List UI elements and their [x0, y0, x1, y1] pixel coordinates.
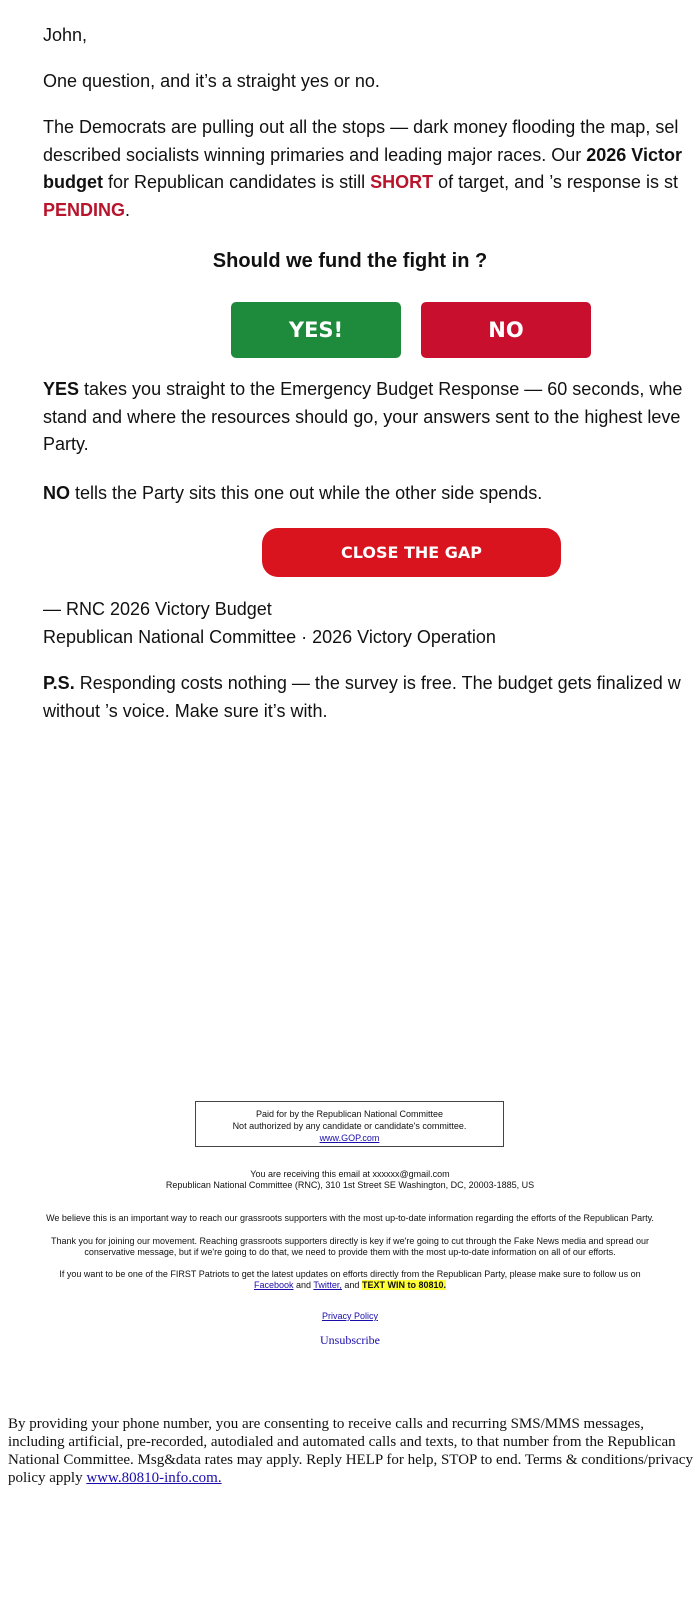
- sms-consent-text: By providing your phone number, you are consenting to receive calls and recurring SMS/MMS messages, including artificial, pre-recorded, autodialed and automated calls and texts, to that number from the Republican National Committee. Msg&data rates may apply. Reply HELP for help, STOP to end. Terms & conditions/privacy policy apply www.80810-info.com.: [8, 1416, 693, 1486]
- paid-for-disclaimer: Paid for by the Republican National Committee Not authorized by any candidate or candidate's committee. www.GOP.com: [195, 1101, 504, 1147]
- postscript-paragraph: P.S. Responding costs nothing — the survey is free. The budget gets finalized w without ’s voice. Make sure it’s with.: [43, 673, 681, 721]
- democrats-paragraph: [43, 114, 700, 224]
- fund-question-heading: Should we fund the fight in ?: [212, 250, 488, 272]
- unsubscribe-row: [0, 1333, 700, 1348]
- paragraph-line: stand and where the resources should go, your answers sent to the highest leve: [43, 406, 681, 427]
- follow-us-statement: If you want to be one of the FIRST Patriots to get the latest updates on efforts directly from the Republican Party, please make sure to follow us on Facebook and Twitter, and TEXT WIN to 80810.: [59, 1269, 641, 1290]
- signoff-line: Republican National Committee · 2026 Victory Operation: [43, 626, 496, 647]
- paragraph-line: budget for Republican candidates is still SHORT of target, and ’s response is st: [43, 172, 678, 192]
- receiving-notice: You are receiving this email at xxxxxx@gmail.com Republican National Committee (RNC), 310 1st Street SE Washington, DC, 20003-1885, US: [0, 1169, 700, 1191]
- unsubscribe-link[interactable]: Unsubscribe: [320, 1333, 380, 1347]
- signoff: [43, 596, 700, 651]
- paragraph-line: YES takes you straight to the Emergency Budget Response — 60 seconds, whe: [43, 379, 683, 399]
- yes-button[interactable]: YES!: [231, 302, 401, 358]
- privacy-policy-row: [0, 1311, 700, 1322]
- sms-info-link[interactable]: www.80810-info.com.: [86, 1470, 222, 1486]
- twitter-link[interactable]: Twitter,: [313, 1280, 342, 1290]
- signoff-line: — RNC 2026 Victory Budget: [43, 599, 272, 619]
- paragraph-line: Party.: [43, 434, 89, 454]
- greeting: John,: [43, 25, 88, 45]
- paragraph-line: PENDING.: [43, 199, 131, 220]
- close-the-gap-button[interactable]: CLOSE THE GAP: [262, 528, 561, 577]
- no-button[interactable]: NO: [421, 302, 591, 358]
- privacy-policy-link[interactable]: Privacy Policy: [321, 1311, 378, 1321]
- rnc-address: Republican National Committee (RNC), 310 1st Street SE Washington, DC, 20003-1885, US: [165, 1180, 535, 1190]
- yes-explanation-paragraph: [43, 376, 700, 459]
- facebook-link[interactable]: Facebook: [254, 1280, 294, 1290]
- thank-you-statement: Thank you for joining our movement. Reaching grassroots supporters directly is key if we're going to cut through the Fake News media and spread our conservative message, but if we're going to do that, we need to provide them with the most up-to-date information on all of our efforts.: [50, 1236, 650, 1257]
- text-win-highlight: TEXT WIN to 80810.: [361, 1280, 446, 1290]
- paragraph-line: described socialists winning primaries and leading major races. Our 2026 Victor: [43, 144, 682, 165]
- paragraph-line: The Democrats are pulling out all the stops — dark money flooding the map, sel: [43, 117, 679, 137]
- no-explanation-paragraph: NO tells the Party sits this one out while the other side spends.: [43, 483, 543, 503]
- believe-statement: We believe this is an important way to reach our grassroots supporters with the most up-to-date information regarding the efforts of the Republican Party.: [46, 1213, 654, 1223]
- intro-paragraph: One question, and it’s a straight yes or no.: [43, 71, 380, 91]
- gop-link[interactable]: www.GOP.com: [319, 1133, 380, 1143]
